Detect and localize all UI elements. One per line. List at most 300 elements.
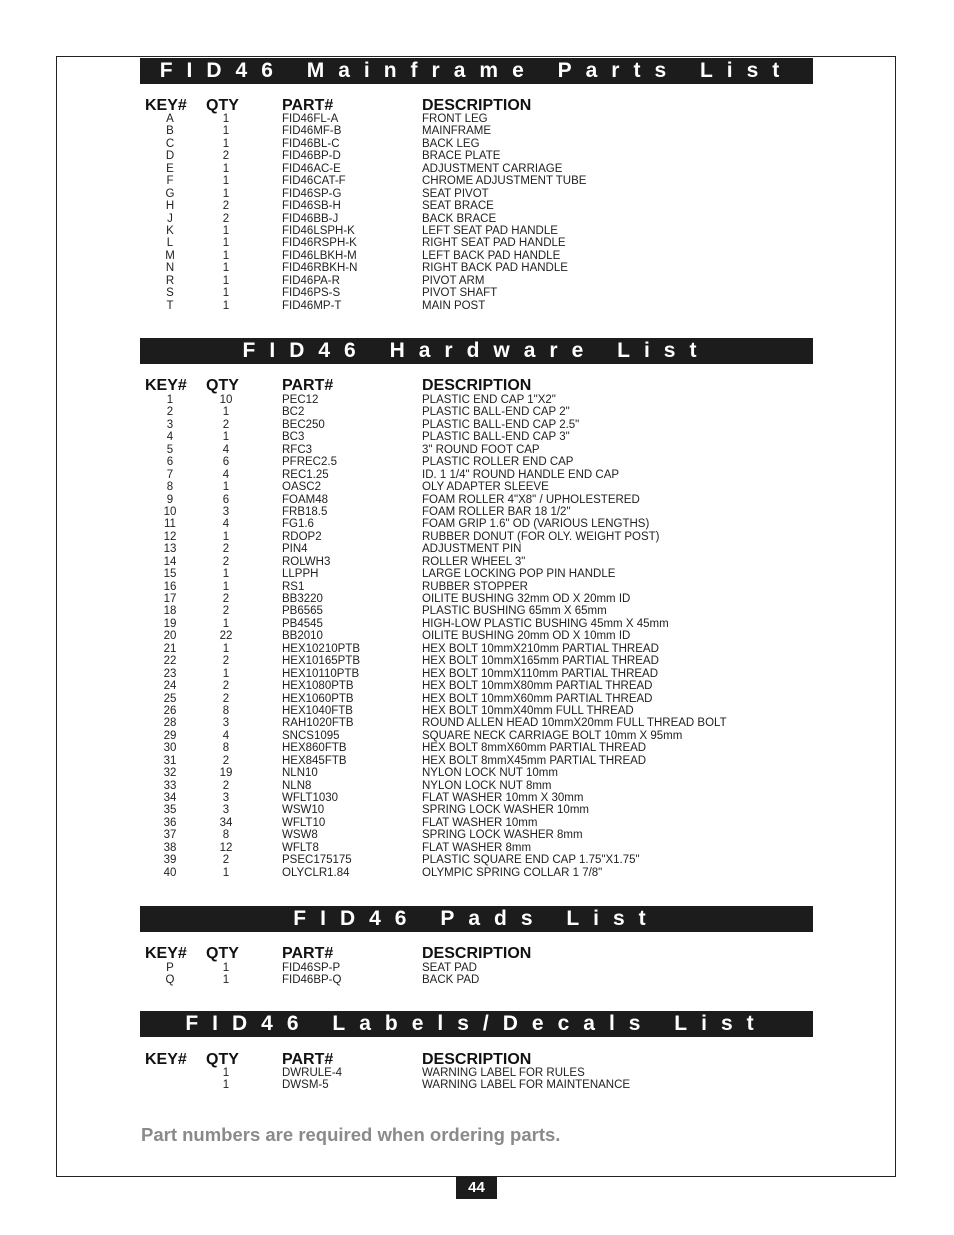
table-row: [140, 767, 820, 779]
qty-cell: 3: [222, 717, 230, 730]
part-number-cell: FID46LSPH-K: [282, 224, 355, 237]
description-cell: SEAT BRACE: [422, 200, 494, 213]
qty-cell: 1: [222, 667, 230, 680]
key-cell: 6: [166, 456, 174, 469]
qty-cell: 1: [222, 162, 230, 175]
qty-cell: 2: [222, 779, 230, 792]
description-cell: FLAT WASHER 10mm: [422, 816, 538, 829]
qty-cell: 1: [222, 113, 230, 125]
key-cell: 29: [163, 729, 177, 742]
part-number-cell: BB3220: [282, 593, 323, 605]
part-number-cell: WFLT10: [282, 816, 326, 829]
section-banner-pads: FID46 Pads List: [140, 906, 813, 932]
part-number-cell: WSW10: [282, 804, 325, 817]
header-part: PART#: [282, 945, 334, 962]
qty-cell: 3: [222, 505, 230, 518]
qty-cell: 1: [222, 580, 230, 593]
qty-cell: 2: [222, 543, 230, 556]
key-cell: E: [166, 162, 174, 175]
qty-cell: 1: [222, 962, 230, 974]
key-cell: 35: [163, 804, 177, 817]
description-cell: RUBBER DONUT (FOR OLY. WEIGHT POST): [422, 530, 660, 543]
part-number-cell: PB4545: [282, 617, 323, 630]
table-row: [140, 556, 820, 568]
key-cell: 28: [163, 717, 177, 730]
part-number-cell: FID46PS-S: [282, 287, 341, 300]
key-cell: H: [165, 200, 175, 213]
header-part: PART#: [282, 377, 334, 394]
qty-cell: 1: [222, 125, 230, 138]
part-number-cell: BC2: [282, 406, 305, 419]
part-number-cell: OLYCLR1.84: [282, 866, 350, 879]
key-cell: 8: [166, 481, 174, 494]
part-number-cell: PSEC175175: [282, 854, 352, 867]
parts-table-mainframe: [140, 113, 820, 312]
description-cell: NYLON LOCK NUT 10mm: [422, 767, 558, 780]
table-header-labels-decals: [140, 1052, 820, 1068]
qty-cell: 1: [222, 137, 230, 150]
description-cell: PLASTIC ROLLER END CAP: [422, 456, 574, 469]
ordering-note: Part numbers are required when ordering parts.: [141, 1124, 561, 1145]
key-cell: 17: [163, 593, 177, 605]
header-key: KEY#: [145, 377, 187, 394]
table-row: [140, 568, 820, 580]
part-number-cell: OASC2: [282, 481, 321, 494]
key-cell: 14: [163, 555, 177, 568]
description-cell: HEX BOLT 10mmX110mm PARTIAL THREAD: [422, 667, 659, 680]
table-row: [140, 655, 820, 667]
header-description: DESCRIPTION: [422, 945, 532, 962]
table-row: [140, 618, 820, 630]
table-row: [140, 419, 820, 431]
table-row: [140, 125, 820, 137]
qty-cell: 10: [219, 394, 233, 406]
key-cell: C: [165, 137, 175, 150]
table-row: [140, 668, 820, 680]
part-number-cell: RFC3: [282, 443, 313, 456]
part-number-cell: FOAM48: [282, 493, 329, 506]
key-cell: D: [165, 150, 175, 163]
description-cell: PLASTIC BALL-END CAP 3": [422, 431, 570, 444]
key-cell: A: [166, 113, 174, 125]
description-cell: LEFT BACK PAD HANDLE: [422, 249, 561, 262]
description-cell: ID. 1 1/4" ROUND HANDLE END CAP: [422, 468, 620, 481]
table-header-mainframe: [140, 98, 820, 114]
table-row: [140, 275, 820, 287]
key-cell: S: [166, 287, 174, 300]
key-cell: 4: [166, 431, 174, 444]
qty-cell: 4: [222, 468, 230, 481]
part-number-cell: DWSM-5: [282, 1079, 329, 1092]
key-cell: 37: [163, 829, 177, 842]
part-number-cell: FG1.6: [282, 518, 314, 531]
qty-cell: 2: [222, 605, 230, 618]
description-cell: PLASTIC END CAP 1"X2": [422, 394, 556, 406]
table-header-hardware: [140, 378, 820, 394]
qty-cell: 2: [222, 754, 230, 767]
key-cell: 34: [163, 792, 177, 804]
qty-cell: 22: [219, 630, 233, 643]
part-number-cell: FID46PA-R: [282, 274, 340, 287]
key-cell: 39: [163, 854, 177, 867]
table-row: [140, 792, 820, 804]
qty-cell: 1: [222, 866, 230, 879]
section-banner-hardware: FID46 Hardware List: [140, 338, 813, 364]
key-cell: T: [166, 299, 174, 312]
header-qty: QTY: [206, 945, 239, 962]
qty-cell: 1: [222, 175, 230, 188]
description-cell: SPRING LOCK WASHER 8mm: [422, 829, 583, 842]
key-cell: R: [165, 274, 175, 287]
key-cell: 18: [163, 605, 177, 618]
table-row: [140, 605, 820, 617]
key-cell: 1: [166, 394, 174, 406]
description-cell: PLASTIC BALL-END CAP 2.5": [422, 418, 580, 431]
description-cell: HEX BOLT 10mmX80mm PARTIAL THREAD: [422, 680, 653, 693]
part-number-cell: PFREC2.5: [282, 456, 337, 469]
description-cell: HEX BOLT 10mmX165mm PARTIAL THREAD: [422, 655, 659, 668]
part-number-cell: HEX860FTB: [282, 742, 347, 755]
table-header-pads: [140, 946, 820, 962]
part-number-cell: HEX10210PTB: [282, 642, 360, 655]
key-cell: L: [166, 237, 174, 250]
key-cell: 12: [163, 530, 177, 543]
table-row: [140, 962, 820, 974]
part-number-cell: FID46SP-P: [282, 962, 341, 974]
qty-cell: 1: [222, 642, 230, 655]
table-row: [140, 693, 820, 705]
table-row: [140, 867, 820, 879]
part-number-cell: FID46BP-Q: [282, 974, 342, 987]
qty-cell: 4: [222, 729, 230, 742]
header-key: KEY#: [145, 945, 187, 962]
description-cell: HIGH-LOW PLASTIC BUSHING 45mm X 45mm: [422, 617, 669, 630]
description-cell: RUBBER STOPPER: [422, 580, 528, 593]
qty-cell: 2: [222, 680, 230, 693]
description-cell: PLASTIC BUSHING 65mm X 65mm: [422, 605, 607, 618]
description-cell: ROUND ALLEN HEAD 10mmX20mm FULL THREAD BOLT: [422, 717, 727, 730]
description-cell: ADJUSTMENT PIN: [422, 543, 522, 556]
table-row: [140, 237, 820, 249]
part-number-cell: HEX10165PTB: [282, 655, 360, 668]
header-key: KEY#: [145, 1051, 187, 1068]
part-number-cell: FID46MP-T: [282, 299, 342, 312]
table-row: [140, 755, 820, 767]
qty-cell: 12: [219, 841, 233, 854]
key-cell: J: [167, 212, 173, 225]
qty-cell: 2: [222, 200, 230, 213]
qty-cell: 1: [222, 974, 230, 987]
key-cell: 9: [166, 493, 174, 506]
part-number-cell: FRB18.5: [282, 505, 328, 518]
qty-cell: 19: [219, 767, 233, 780]
table-row: [140, 225, 820, 237]
table-row: [140, 506, 820, 518]
qty-cell: 2: [222, 150, 230, 163]
qty-cell: 1: [222, 568, 230, 581]
description-cell: NYLON LOCK NUT 8mm: [422, 779, 552, 792]
part-number-cell: REC1.25: [282, 468, 329, 481]
part-number-cell: ROLWH3: [282, 555, 331, 568]
part-number-cell: HEX1080PTB: [282, 680, 354, 693]
qty-cell: 1: [222, 431, 230, 444]
description-cell: CHROME ADJUSTMENT TUBE: [422, 175, 587, 188]
parts-table-hardware: [140, 394, 820, 879]
qty-cell: 1: [222, 187, 230, 200]
description-cell: FRONT LEG: [422, 113, 488, 125]
table-row: [140, 262, 820, 274]
qty-cell: 1: [222, 530, 230, 543]
part-number-cell: PEC12: [282, 394, 319, 406]
part-number-cell: WFLT8: [282, 841, 319, 854]
part-number-cell: BC3: [282, 431, 305, 444]
parts-table-pads: [140, 962, 820, 987]
table-row: [140, 188, 820, 200]
part-number-cell: FID46CAT-F: [282, 175, 346, 188]
table-row: [140, 300, 820, 312]
description-cell: BRACE PLATE: [422, 150, 501, 163]
key-cell: 7: [166, 468, 174, 481]
table-row: [140, 163, 820, 175]
table-row: [140, 287, 820, 299]
section-banner-labels-decals: FID46 Labels/Decals List: [140, 1011, 813, 1037]
description-cell: OILITE BUSHING 32mm OD X 20mm ID: [422, 593, 631, 605]
part-number-cell: FID46MF-B: [282, 125, 342, 138]
description-cell: PLASTIC BALL-END CAP 2": [422, 406, 570, 419]
description-cell: BACK LEG: [422, 137, 480, 150]
key-cell: 20: [163, 630, 177, 643]
table-row: [140, 469, 820, 481]
qty-cell: 34: [219, 816, 233, 829]
table-row: [140, 200, 820, 212]
qty-cell: 2: [222, 854, 230, 867]
description-cell: SQUARE NECK CARRIAGE BOLT 10mm X 95mm: [422, 729, 683, 742]
qty-cell: 2: [222, 655, 230, 668]
description-cell: SPRING LOCK WASHER 10mm: [422, 804, 589, 817]
description-cell: HEX BOLT 10mmX210mm PARTIAL THREAD: [422, 642, 659, 655]
table-row: [140, 829, 820, 841]
qty-cell: 1: [222, 249, 230, 262]
part-number-cell: WFLT1030: [282, 792, 339, 804]
header-key: KEY#: [145, 97, 187, 114]
description-cell: MAINFRAME: [422, 125, 491, 138]
part-number-cell: HEX1060PTB: [282, 692, 354, 705]
part-number-cell: BB2010: [282, 630, 323, 643]
description-cell: SEAT PIVOT: [422, 187, 489, 200]
qty-cell: 4: [222, 443, 230, 456]
qty-cell: 1: [222, 274, 230, 287]
description-cell: LARGE LOCKING POP PIN HANDLE: [422, 568, 616, 581]
key-cell: 33: [163, 779, 177, 792]
qty-cell: 2: [222, 212, 230, 225]
description-cell: OLYMPIC SPRING COLLAR 1 7/8": [422, 866, 603, 879]
key-cell: 19: [163, 617, 177, 630]
description-cell: HEX BOLT 8mmX60mm PARTIAL THREAD: [422, 742, 647, 755]
header-qty: QTY: [206, 377, 239, 394]
qty-cell: 1: [222, 299, 230, 312]
part-number-cell: NLN8: [282, 779, 312, 792]
description-cell: HEX BOLT 10mmX40mm FULL THREAD: [422, 704, 634, 717]
description-cell: OLY ADAPTER SLEEVE: [422, 481, 549, 494]
table-row: [140, 730, 820, 742]
qty-cell: 2: [222, 692, 230, 705]
qty-cell: 1: [222, 262, 230, 275]
description-cell: FOAM GRIP 1.6" OD (VARIOUS LENGTHS): [422, 518, 650, 531]
section-banner-mainframe: FID46 Mainframe Parts List: [140, 58, 813, 84]
header-description: DESCRIPTION: [422, 377, 532, 394]
description-cell: WARNING LABEL FOR MAINTENANCE: [422, 1079, 631, 1092]
part-number-cell: RAH1020FTB: [282, 717, 354, 730]
table-row: [140, 643, 820, 655]
description-cell: PLASTIC SQUARE END CAP 1.75"X1.75": [422, 854, 640, 867]
part-number-cell: PIN4: [282, 543, 308, 556]
description-cell: FOAM ROLLER BAR 18 1/2": [422, 505, 571, 518]
table-row: [140, 431, 820, 443]
table-row: [140, 630, 820, 642]
description-cell: FLAT WASHER 10mm X 30mm: [422, 792, 584, 804]
key-cell: 3: [166, 418, 174, 431]
key-cell: 30: [163, 742, 177, 755]
description-cell: OILITE BUSHING 20mm OD X 10mm ID: [422, 630, 631, 643]
key-cell: F: [166, 175, 174, 188]
qty-cell: 6: [222, 493, 230, 506]
table-row: [140, 680, 820, 692]
table-row: [140, 113, 820, 125]
part-number-cell: HEX10110PTB: [282, 667, 360, 680]
description-cell: HEX BOLT 8mmX45mm PARTIAL THREAD: [422, 754, 647, 767]
part-number-cell: LLPPH: [282, 568, 319, 581]
qty-cell: 1: [222, 617, 230, 630]
part-number-cell: SNCS1095: [282, 729, 340, 742]
table-row: [140, 842, 820, 854]
table-row: [140, 494, 820, 506]
qty-cell: 1: [222, 287, 230, 300]
description-cell: PIVOT SHAFT: [422, 287, 498, 300]
table-row: [140, 250, 820, 262]
table-row: [140, 406, 820, 418]
key-cell: G: [165, 187, 175, 200]
part-number-cell: FID46RBKH-N: [282, 262, 358, 275]
key-cell: Q: [165, 974, 175, 987]
key-cell: K: [166, 224, 174, 237]
table-row: [140, 1067, 820, 1079]
key-cell: 2: [166, 406, 174, 419]
qty-cell: 8: [222, 829, 230, 842]
qty-cell: 3: [222, 792, 230, 804]
key-cell: 36: [163, 816, 177, 829]
qty-cell: 8: [222, 704, 230, 717]
qty-cell: 6: [222, 456, 230, 469]
description-cell: RIGHT BACK PAD HANDLE: [422, 262, 568, 275]
table-row: [140, 456, 820, 468]
table-row: [140, 780, 820, 792]
part-number-cell: FID46AC-E: [282, 162, 341, 175]
part-number-cell: FID46FL-A: [282, 113, 339, 125]
qty-cell: 1: [222, 481, 230, 494]
table-row: [140, 1079, 820, 1091]
key-cell: 21: [163, 642, 177, 655]
qty-cell: 1: [222, 1067, 230, 1079]
table-row: [140, 213, 820, 225]
key-cell: 24: [163, 680, 177, 693]
table-row: [140, 175, 820, 187]
key-cell: 23: [163, 667, 177, 680]
table-row: [140, 138, 820, 150]
part-number-cell: BEC250: [282, 418, 325, 431]
description-cell: PIVOT ARM: [422, 274, 485, 287]
part-number-cell: PB6565: [282, 605, 323, 618]
description-cell: 3" ROUND FOOT CAP: [422, 443, 540, 456]
description-cell: BACK PAD: [422, 974, 480, 987]
description-cell: BACK BRACE: [422, 212, 497, 225]
table-row: [140, 804, 820, 816]
header-qty: QTY: [206, 1051, 239, 1068]
key-cell: 26: [163, 704, 177, 717]
table-row: [140, 543, 820, 555]
key-cell: N: [165, 262, 175, 275]
key-cell: 38: [163, 841, 177, 854]
key-cell: 10: [163, 505, 177, 518]
part-number-cell: RS1: [282, 580, 305, 593]
part-number-cell: HEX845FTB: [282, 754, 347, 767]
description-cell: HEX BOLT 10mmX60mm PARTIAL THREAD: [422, 692, 653, 705]
part-number-cell: FID46BP-D: [282, 150, 341, 163]
qty-cell: 1: [222, 1079, 230, 1092]
part-number-cell: FID46LBKH-M: [282, 249, 357, 262]
part-number-cell: NLN10: [282, 767, 318, 780]
description-cell: FOAM ROLLER 4"X8" / UPHOLESTERED: [422, 493, 640, 506]
description-cell: LEFT SEAT PAD HANDLE: [422, 224, 558, 237]
parts-table-labels-decals: [140, 1067, 820, 1092]
qty-cell: 8: [222, 742, 230, 755]
key-cell: M: [165, 249, 175, 262]
header-description: DESCRIPTION: [422, 1051, 532, 1068]
key-cell: 16: [163, 580, 177, 593]
key-cell: 15: [163, 568, 177, 581]
table-row: [140, 705, 820, 717]
page-number: 44: [456, 1177, 497, 1199]
qty-cell: 1: [222, 237, 230, 250]
qty-cell: 2: [222, 418, 230, 431]
table-row: [140, 742, 820, 754]
description-cell: SEAT PAD: [422, 962, 477, 974]
table-row: [140, 581, 820, 593]
key-cell: B: [166, 125, 174, 138]
table-row: [140, 854, 820, 866]
description-cell: ROLLER WHEEL 3": [422, 555, 526, 568]
header-part: PART#: [282, 97, 334, 114]
description-cell: FLAT WASHER 8mm: [422, 841, 532, 854]
part-number-cell: FID46RSPH-K: [282, 237, 357, 250]
key-cell: 31: [163, 754, 177, 767]
qty-cell: 2: [222, 555, 230, 568]
part-number-cell: WSW8: [282, 829, 318, 842]
description-cell: WARNING LABEL FOR RULES: [422, 1067, 585, 1079]
table-row: [140, 593, 820, 605]
part-number-cell: HEX1040FTB: [282, 704, 353, 717]
description-cell: ADJUSTMENT CARRIAGE: [422, 162, 563, 175]
key-cell: 13: [163, 543, 177, 556]
qty-cell: 3: [222, 804, 230, 817]
description-cell: RIGHT SEAT PAD HANDLE: [422, 237, 566, 250]
qty-cell: 4: [222, 518, 230, 531]
table-row: [140, 394, 820, 406]
key-cell: 40: [163, 866, 177, 879]
key-cell: 5: [166, 443, 174, 456]
qty-cell: 2: [222, 593, 230, 605]
table-row: [140, 717, 820, 729]
key-cell: 32: [163, 767, 177, 780]
